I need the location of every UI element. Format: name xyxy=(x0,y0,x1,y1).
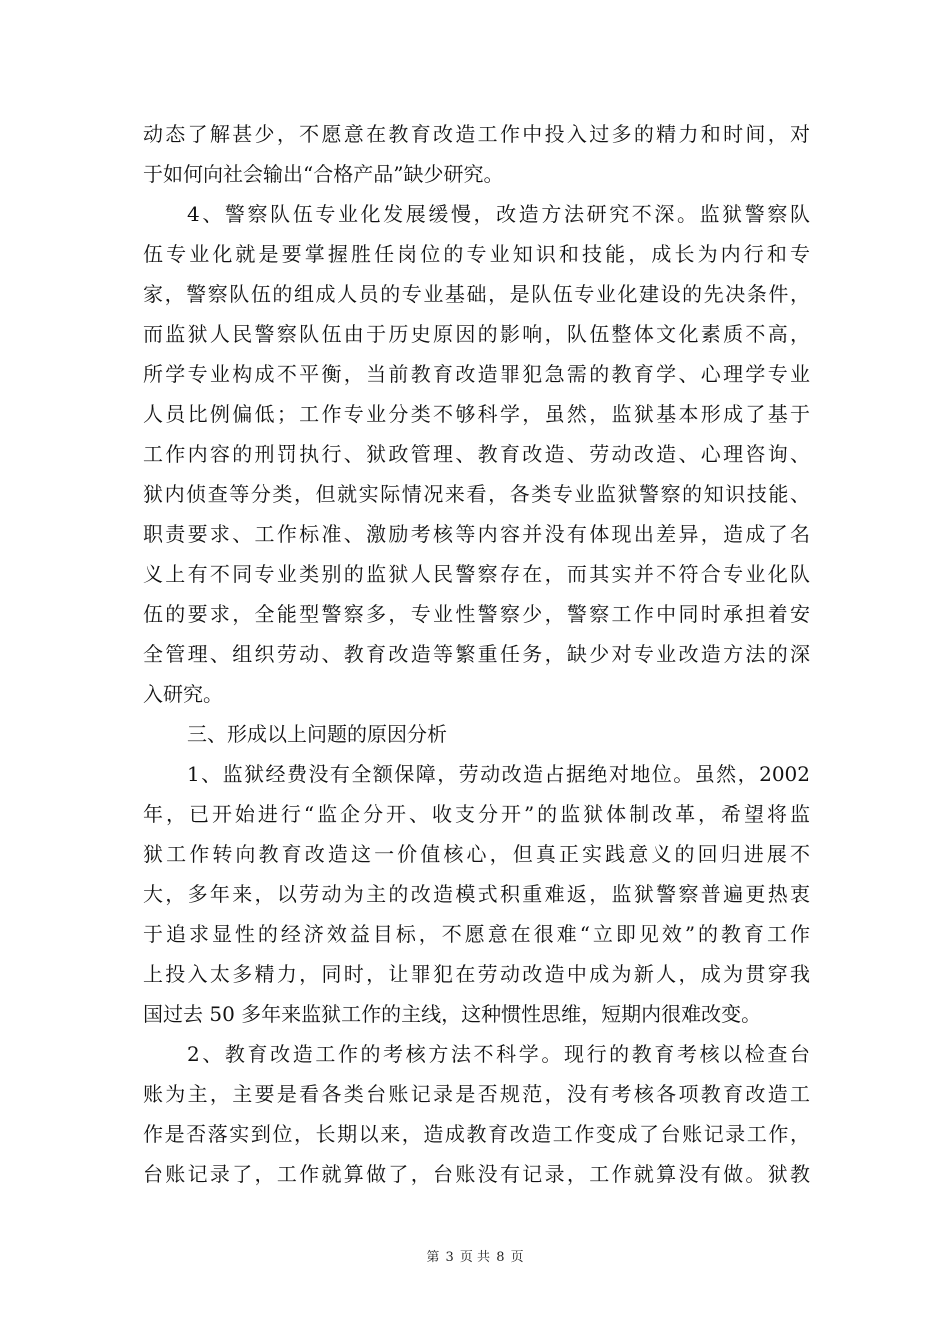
text-line: 作是否落实到位，长期以来，造成教育改造工作变成了台账记录工作， xyxy=(143,1122,810,1146)
text-line: 账为主，主要是看各类台账记录是否规范，没有考核各项教育改造工 xyxy=(143,1082,810,1106)
text-line: 工作内容的刑罚执行、狱政管理、教育改造、劳动改造、心理咨询、 xyxy=(143,442,810,466)
text-line: 上投入太多精力，同时，让罪犯在劳动改造中成为新人，成为贯穿我 xyxy=(143,962,810,986)
text-line: 所学专业构成不平衡，当前教育改造罪犯急需的教育学、心理学专业 xyxy=(143,362,810,386)
footer-suffix: 页 xyxy=(510,1250,524,1265)
footer-total-pages: 8 xyxy=(496,1250,505,1265)
text-line: 1、监狱经费没有全额保障，劳动改造占据绝对地位。虽然，2002 xyxy=(187,762,810,786)
text-line: 入研究。 xyxy=(143,682,223,706)
footer-page-number: 3 xyxy=(445,1250,454,1265)
text-line: 4、警察队伍专业化发展缓慢，改造方法研究不深。监狱警察队 xyxy=(187,202,810,226)
text-line: 伍专业化就是要掌握胜任岗位的专业知识和技能，成长为内行和专 xyxy=(143,242,810,266)
text-line: 人员比例偏低；工作专业分类不够科学，虽然，监狱基本形成了基于 xyxy=(143,402,810,426)
text-line: 于追求显性的经济效益目标，不愿意在很难“立即见效”的教育工作 xyxy=(143,922,810,946)
text-line: 动态了解甚少，不愿意在教育改造工作中投入过多的精力和时间，对 xyxy=(143,122,810,146)
text-line: 而监狱人民警察队伍由于历史原因的影响，队伍整体文化素质不高， xyxy=(143,322,810,346)
text-line: 2、教育改造工作的考核方法不科学。现行的教育考核以检查台 xyxy=(187,1042,810,1066)
page-footer xyxy=(0,1250,950,1266)
text-line: 全管理、组织劳动、教育改造等繁重任务，缺少对专业改造方法的深 xyxy=(143,642,810,666)
footer-prefix: 第 xyxy=(426,1250,440,1265)
text-line: 于如何向社会输出“合格产品”缺少研究。 xyxy=(143,162,504,186)
paragraph xyxy=(143,714,810,754)
footer-middle: 页 共 xyxy=(459,1250,491,1265)
paragraph xyxy=(143,194,810,714)
paragraph xyxy=(143,754,810,1034)
text-line: 家，警察队伍的组成人员的专业基础，是队伍专业化建设的先决条件， xyxy=(143,282,810,306)
text-line: 大，多年来，以劳动为主的改造模式积重难返，监狱警察普遍更热衷 xyxy=(143,882,810,906)
text-line: 狱内侦查等分类，但就实际情况来看，各类专业监狱警察的知识技能、 xyxy=(143,482,810,506)
text-line: 三、形成以上问题的原因分析 xyxy=(187,722,447,746)
text-line: 伍的要求，全能型警察多，专业性警察少，警察工作中同时承担着安 xyxy=(143,602,810,626)
text-line: 国过去 50 多年来监狱工作的主线，这种惯性思维，短期内很难改变。 xyxy=(143,1002,762,1026)
paragraph xyxy=(143,114,810,194)
text-line: 狱工作转向教育改造这一价值核心，但真正实践意义的回归进展不 xyxy=(143,842,810,866)
text-line: 义上有不同专业类别的监狱人民警察存在，而其实并不符合专业化队 xyxy=(143,562,810,586)
document-body xyxy=(143,114,810,1194)
text-line: 台账记录了，工作就算做了，台账没有记录，工作就算没有做。狱教 xyxy=(143,1162,810,1186)
paragraph xyxy=(143,1034,810,1194)
text-line: 职责要求、工作标准、激励考核等内容并没有体现出差异，造成了名 xyxy=(143,522,810,546)
text-line: 年，已开始进行“监企分开、收支分开”的监狱体制改革，希望将监 xyxy=(143,802,810,826)
